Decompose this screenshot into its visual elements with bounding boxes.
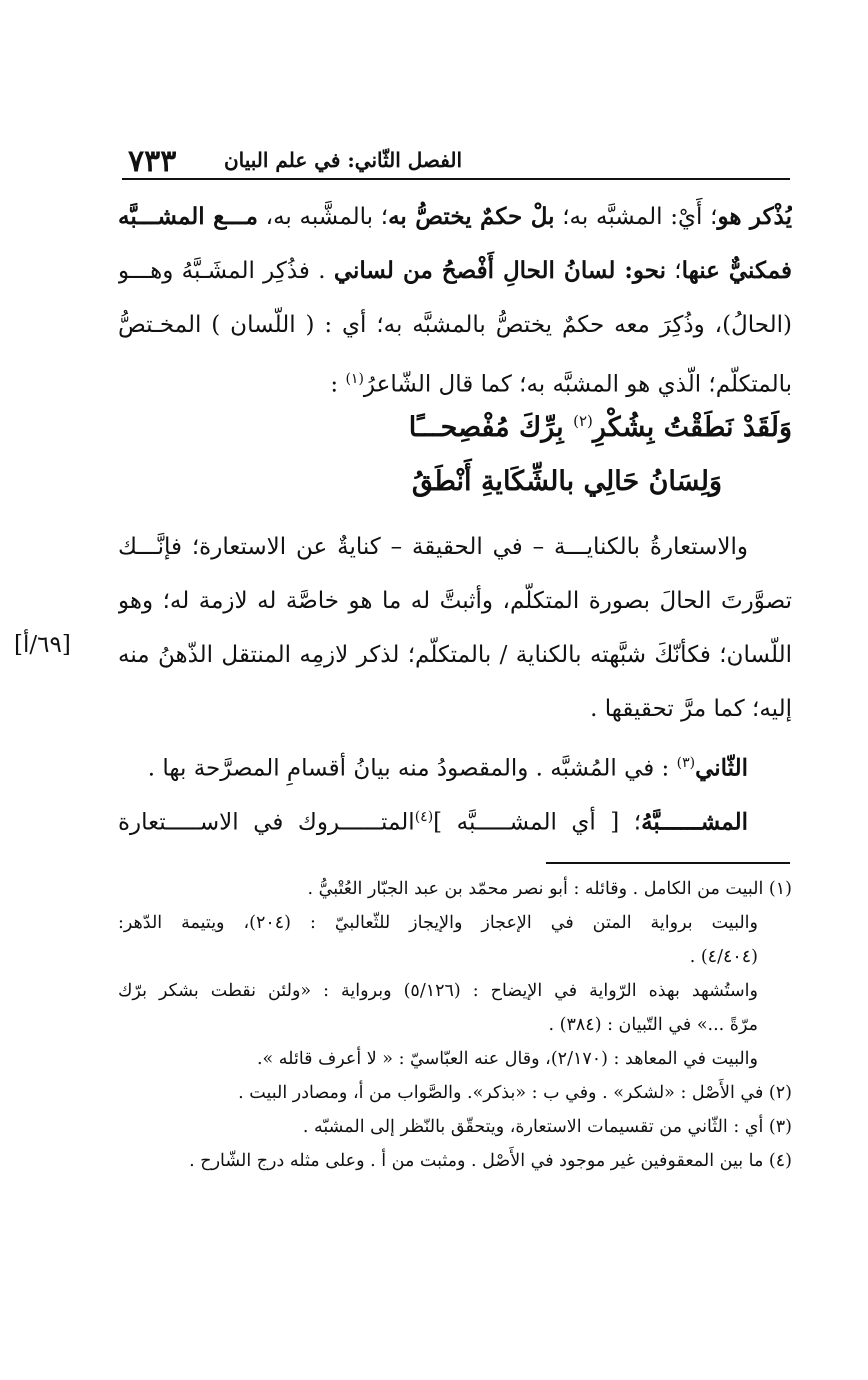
- footnote-line: والبيت برواية المتن في الإعجاز والإيجاز للثّعالبيّ : (٢٠٤)، ويتيمة الدّهر:: [118, 913, 758, 933]
- bold-phrase: المشــــــبَّهُ: [641, 808, 748, 836]
- bold-phrase: نحو: لسانُ الحالِ أَفْصحُ من لساني: [333, 257, 666, 284]
- text-line: اللّسان؛ فكأنّكَ شبَّهته بالكناية / بالمتكلّم؛ لذكر لازمِه المنتقل الذّهنُ منه: [118, 642, 792, 668]
- text-line: [118, 244, 792, 298]
- text-line: [118, 190, 792, 244]
- poetry-verse-second-hemistich: وَلِسَانُ حَالِي بالشِّكَايةِ أَنْطَقُ: [411, 466, 722, 497]
- bold-phrase: فمكنيٌّ عنها: [681, 257, 792, 284]
- text-line: والاستعارةُ بالكنايـــة – في الحقيقة – كنايةٌ عن الاستعارة؛ فإنَّـــك: [118, 534, 748, 560]
- bold-phrase: بلْ حكمٌ يختصُّ به: [388, 203, 555, 230]
- margin-folio-reference: [٦٩/أ]: [14, 632, 71, 658]
- footnote-marker: (٤): [414, 809, 434, 825]
- footnote-line: (٣) أي : الثّاني من تقسيمات الاستعارة، ويتحقّق بالنّظر إلى المشبّه .: [302, 1117, 792, 1137]
- bold-phrase: يُذْكر هو: [717, 203, 792, 230]
- footnote-rule: [546, 862, 790, 864]
- footnote-line: (٢) في الأَصْل : «لشكر» . وفي ب : «بذكر». والصَّواب من أ، ومصادر البيت .: [238, 1083, 792, 1103]
- footnote-line: (١) البيت من الكامل . وقائله : أبو نصر محمّد بن عبد الجبّار العُتْبيُّ .: [307, 879, 792, 899]
- bold-phrase: مـــع المشـــبَّه: [118, 203, 258, 230]
- footnote-line: واستُشهد بهذه الرّواية في الإيضاح : (٥/١٢٦) وبرواية : «ولئن نقطت بشكر برّك: [118, 981, 758, 1001]
- footnote-line: مرّةً ...» في التّبيان : (٣٨٤) .: [548, 1015, 758, 1035]
- text-run: (الحالُ)، وذُكِرَ معه حكمٌ يختصُّ بالمشبَّه به؛ أي : ( اللّسان ) المخـتصُّ: [118, 312, 792, 338]
- text-run: بالمتكلّم؛ الّذي هو المشبَّه به؛ كما قال الشّاعرُ: [363, 371, 792, 398]
- verse-text: وَلَقَدْ نَطَقْتُ بِشُكْرِ: [592, 412, 792, 443]
- section-heading-line: [118, 736, 792, 790]
- text-run: ؛: [665, 258, 682, 284]
- text-line: [118, 298, 792, 352]
- text-line: [118, 352, 792, 406]
- footnote-line: (٤/٤٠٤) .: [689, 947, 758, 967]
- verse-text: بِرِّكَ مُفْصِحـــًا: [408, 412, 574, 443]
- text-line: إليه؛ كما مرَّ تحقيقها .: [590, 696, 792, 722]
- page-header: [122, 140, 790, 180]
- footnote-marker: (٣): [676, 755, 696, 771]
- text-run: . فذُكِر المشَـبَّهُ وهـــو: [118, 258, 334, 284]
- text-line: تصوَّرتَ الحالَ بصورة المتكلّم، وأثبتَّ له ما هو خاصَّة له لازمة له؛ وهو: [118, 588, 792, 614]
- main-text-paragraph-2: [118, 520, 792, 844]
- running-head: الفصل الثّاني: في علم البيان: [223, 148, 463, 172]
- main-text-paragraph-1: [118, 190, 792, 406]
- footnote-line: والبيت في المعاهد : (٢/١٧٠)، وقال عنه العبّاسيّ : « لا أعرف قائله ».: [256, 1049, 758, 1069]
- text-run: ؛ [ أي المشـــــبَّه ]: [433, 809, 642, 836]
- header-rule: [122, 178, 790, 180]
- text-run: المتــــــروك في الاســـــتعارة: [118, 809, 415, 836]
- poetry-verse-first-hemistich: [409, 412, 792, 443]
- text-run: ؛ أَيْ: المشبَّه به؛: [554, 204, 718, 230]
- text-run: ؛ بالمشَّبه به،: [257, 204, 389, 230]
- text-run: :: [330, 371, 346, 398]
- footnote-marker: (١): [345, 371, 364, 387]
- footnote-line: (٤) ما بين المعقوفين غير موجود في الأَصْل . ومثبت من أ . وعلى مثله درج الشّارح .: [189, 1151, 792, 1171]
- page-number: ٧٣٣: [128, 144, 177, 179]
- footnotes: [118, 872, 792, 1178]
- text-run: : في المُشبَّه . والمقصودُ منه بيانُ أقسامِ المصرَّحة بها .: [147, 755, 677, 782]
- bold-phrase: الثّاني: [695, 754, 748, 782]
- text-line: [118, 790, 792, 844]
- footnote-marker: (٢): [573, 412, 593, 430]
